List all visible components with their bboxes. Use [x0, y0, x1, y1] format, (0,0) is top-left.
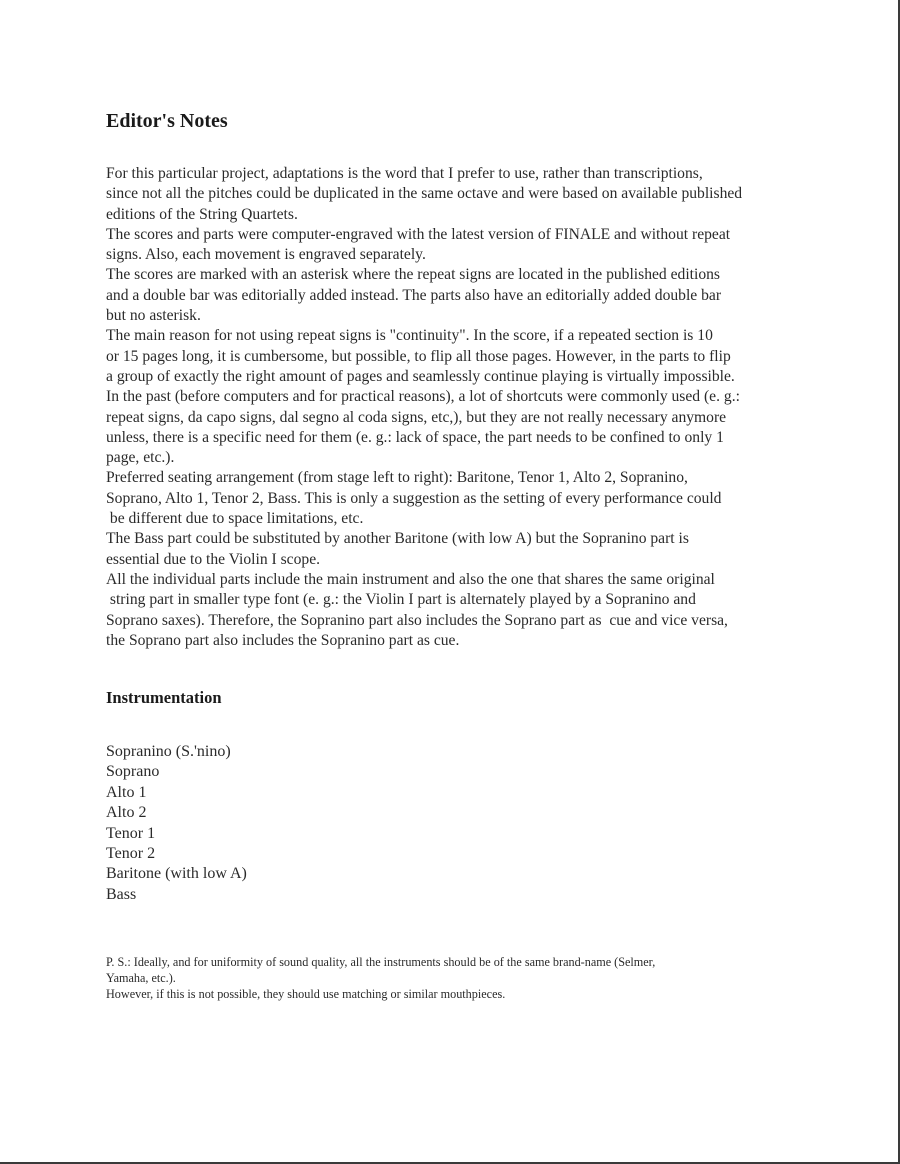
notes-line: be different due to space limitations, etc.	[106, 510, 364, 528]
notes-line: since not all the pitches could be duplicated in the same octave and were based on available published	[106, 185, 743, 203]
instrument-item: Baritone (with low A)	[106, 865, 247, 883]
instrument-item: Soprano	[106, 763, 160, 781]
editors-notes-heading: Editor's Notes	[106, 110, 228, 132]
instrument-item: Alto 1	[106, 783, 147, 801]
notes-line: unless, there is a specific need for them (e. g.: lack of space, the part needs to be confined to only 1	[106, 428, 724, 446]
postscript-line: P. S.: Ideally, and for uniformity of sound quality, all the instruments should be of the same brand-name (Selmer,	[106, 955, 656, 969]
notes-line: the Soprano part also includes the Sopranino part as cue.	[106, 631, 460, 649]
notes-line: The scores are marked with an asterisk where the repeat signs are located in the published editions	[106, 266, 721, 284]
notes-line: string part in smaller type font (e. g.: the Violin I part is alternately played by a Sopranino and	[106, 591, 696, 609]
notes-line: Preferred seating arrangement (from stage left to right): Baritone, Tenor 1, Alto 2, Sopranino,	[106, 469, 688, 487]
notes-line: essential due to the Violin I scope.	[106, 550, 321, 568]
instrument-item: Tenor 2	[106, 845, 156, 863]
notes-line: In the past (before computers and for practical reasons), a lot of shortcuts were commonly used (e. g.:	[106, 388, 740, 406]
notes-line: or 15 pages long, it is cumbersome, but possible, to flip all those pages. However, in the parts to flip	[106, 347, 731, 365]
postscript-line: Yamaha, etc.).	[106, 971, 176, 985]
instrument-item: Bass	[106, 885, 137, 903]
notes-line: Soprano, Alto 1, Tenor 2, Bass. This is only a suggestion as the setting of every performance could	[106, 489, 722, 507]
notes-line: All the individual parts include the main instrument and also the one that shares the same original	[106, 570, 715, 588]
notes-line: signs. Also, each movement is engraved separately.	[106, 246, 426, 264]
notes-line: page, etc.).	[106, 449, 175, 467]
notes-line: and a double bar was editorially added instead. The parts also have an editorially added double bar	[106, 286, 722, 304]
notes-line: editions of the String Quartets.	[106, 205, 298, 223]
instrumentation-list	[106, 742, 247, 905]
notes-line: repeat signs, da capo signs, dal segno al coda signs, etc,), but they are not really necessary anymore	[106, 408, 727, 426]
editors-notes-body	[106, 164, 866, 651]
instrument-item: Sopranino (S.'nino)	[106, 743, 231, 760]
postscript-line: However, if this is not possible, they should use matching or similar mouthpieces.	[106, 987, 506, 1001]
instrumentation-heading: Instrumentation	[106, 688, 222, 707]
notes-line: For this particular project, adaptations is the word that I prefer to use, rather than transcriptions,	[106, 165, 703, 182]
instrument-item: Alto 2	[106, 804, 147, 822]
notes-line: a group of exactly the right amount of pages and seamlessly continue playing is virtually impossible.	[106, 367, 735, 385]
instrument-item: Tenor 1	[106, 824, 156, 842]
notes-line: but no asterisk.	[106, 307, 201, 325]
notes-line: The scores and parts were computer-engraved with the latest version of FINALE and without repeat	[106, 225, 731, 243]
notes-line: The main reason for not using repeat signs is "continuity". In the score, if a repeated section is 10	[106, 327, 713, 345]
notes-line: Soprano saxes). Therefore, the Sopranino part also includes the Soprano part as cue and vice versa,	[106, 611, 728, 629]
postscript-note	[106, 954, 866, 1002]
notes-line: The Bass part could be substituted by another Baritone (with low A) but the Sopranino part is	[106, 530, 689, 548]
